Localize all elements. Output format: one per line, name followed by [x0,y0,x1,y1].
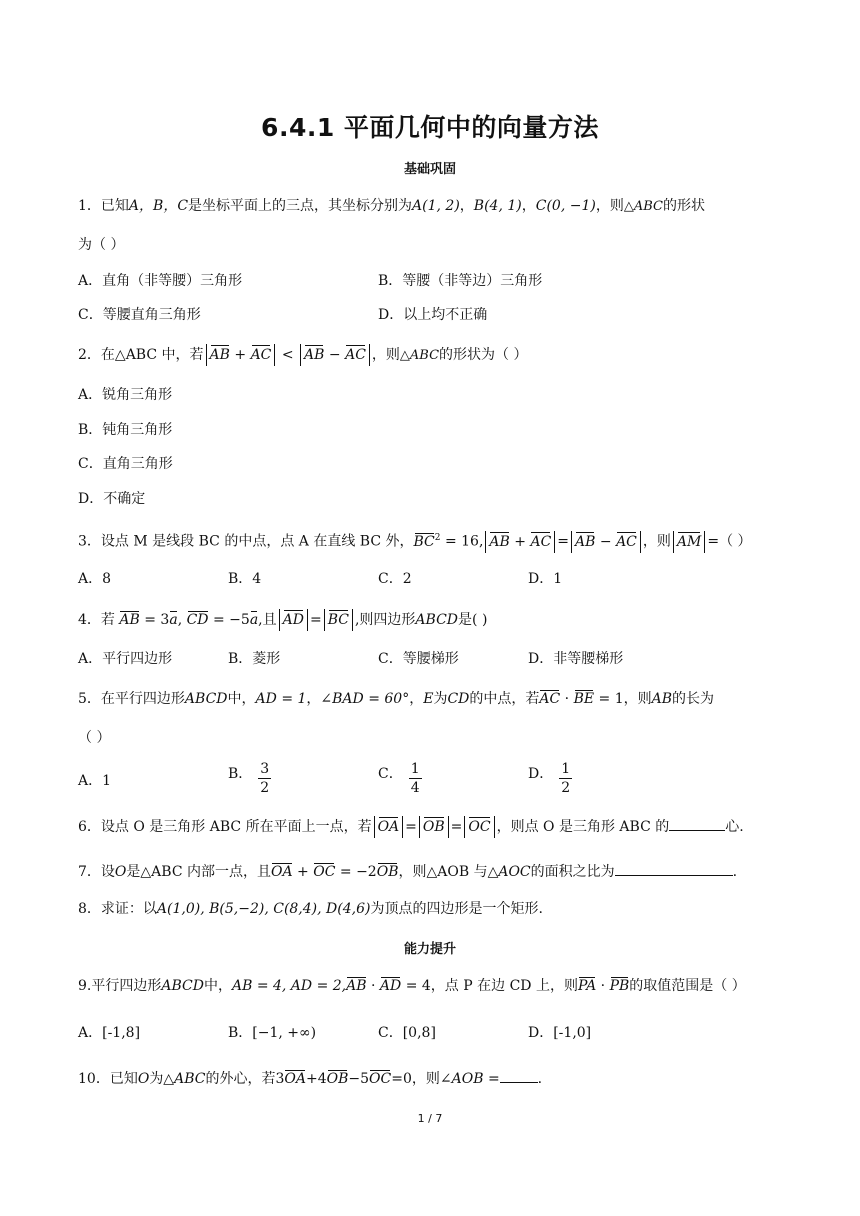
q10-answer-blank[interactable] [500,1082,538,1083]
question-7: 7．设O是△ABC 内部一点，且OA + OC = −2OB，则△AOB 与△AOC的面积之比为 . [78,864,738,880]
q9-option-b: B．[−1, +∞) [228,1025,317,1041]
question-5: 5．在平行四边形ABCD中，AD = 1，∠BAD = 60°，E为CD的中点，若AC · BE = 1，则AB的长为 [78,691,715,707]
q9-option-d: D．[-1,0] [528,1025,592,1041]
q1-option-b: B．等腰（非等边）三角形 [378,273,543,289]
question-2: 2．在△ABC 中，若 AB + AC < AB − AC ，则△ABC的形状为（ ） [78,344,528,366]
q5-option-b: B． $\frac{3}{2}$ [228,761,270,796]
q9-option-c: C．[0,8] [378,1025,436,1041]
q6-answer-blank[interactable] [669,830,725,831]
question-8: 8．求证：以A(1,0), B(5,−2), C(8,4), D(4,6)为顶点的四边形是一个矩形. [78,901,543,917]
q1-option-a: A．直角（非等腰）三角形 [78,273,243,289]
question-5-continued: （ ） [78,730,111,746]
q9-option-a: A．[-1,8] [78,1025,141,1041]
q3-option-c: C．2 [378,571,412,587]
section-heading-advanced: 能力提升 [403,942,456,957]
question-6: 6．设点 O 是三角形 ABC 所在平面上一点，若 OA = OB = OC ，则点 O 是三角形 ABC 的 心. [78,816,744,838]
page-number: 1 / 7 [417,1112,443,1125]
q4-option-d: D．非等腰梯形 [528,651,624,667]
question-1-continued: 为（ ） [78,237,125,253]
q5-option-d: D． $\frac{1}{2}$ [528,761,571,796]
question-3: 3．设点 M 是线段 BC 的中点，点 A 在直线 BC 外，$BC^2 = 16$, AB + AC = AB − AC ，则 AM =（ ） [78,528,752,553]
q7-answer-blank[interactable] [615,875,733,876]
section-heading-basic: 基础巩固 [403,162,456,177]
q4-option-c: C．等腰梯形 [378,651,459,667]
q1-option-c: C．等腰直角三角形 [78,307,201,323]
q2-option-c: C．直角三角形 [78,456,173,472]
page-title: 6.4.1 平面几何中的向量方法 [261,113,599,142]
q2-option-b: B．钝角三角形 [78,422,173,438]
question-10: 10．已知O为△ABC的外心，若3OA+4OB−5OC=0，则∠AOB = . [78,1071,543,1087]
q2-option-a: A．锐角三角形 [78,387,173,403]
q3-option-b: B．4 [228,571,262,587]
q5-option-c: C． $\frac{1}{4}$ [378,761,420,796]
q4-option-a: A．平行四边形 [78,651,173,667]
q4-option-b: B．菱形 [228,651,281,667]
question-9: 9.平行四边形ABCD中，AB = 4, AD = 2,AB · AD = 4，点 P 在边 CD 上，则PA · PB的取值范围是（ ） [78,978,746,994]
q5-option-a: A．1 [78,773,112,789]
q3-option-d: D．1 [528,571,563,587]
q3-option-a: A．8 [78,571,112,587]
question-4: 4．若 AB = 3a, CD = −5a,且 AD = BC ,则四边形ABCD是( ) [78,609,487,631]
question-1: 1．已知A，B，C是坐标平面上的三点，其坐标分别为A(1, 2)，B(4, 1)，C(0, −1)，则△ABC的形状 [78,198,705,214]
q2-option-d: D．不确定 [78,491,146,507]
q1-option-d: D．以上均不正确 [378,307,488,323]
